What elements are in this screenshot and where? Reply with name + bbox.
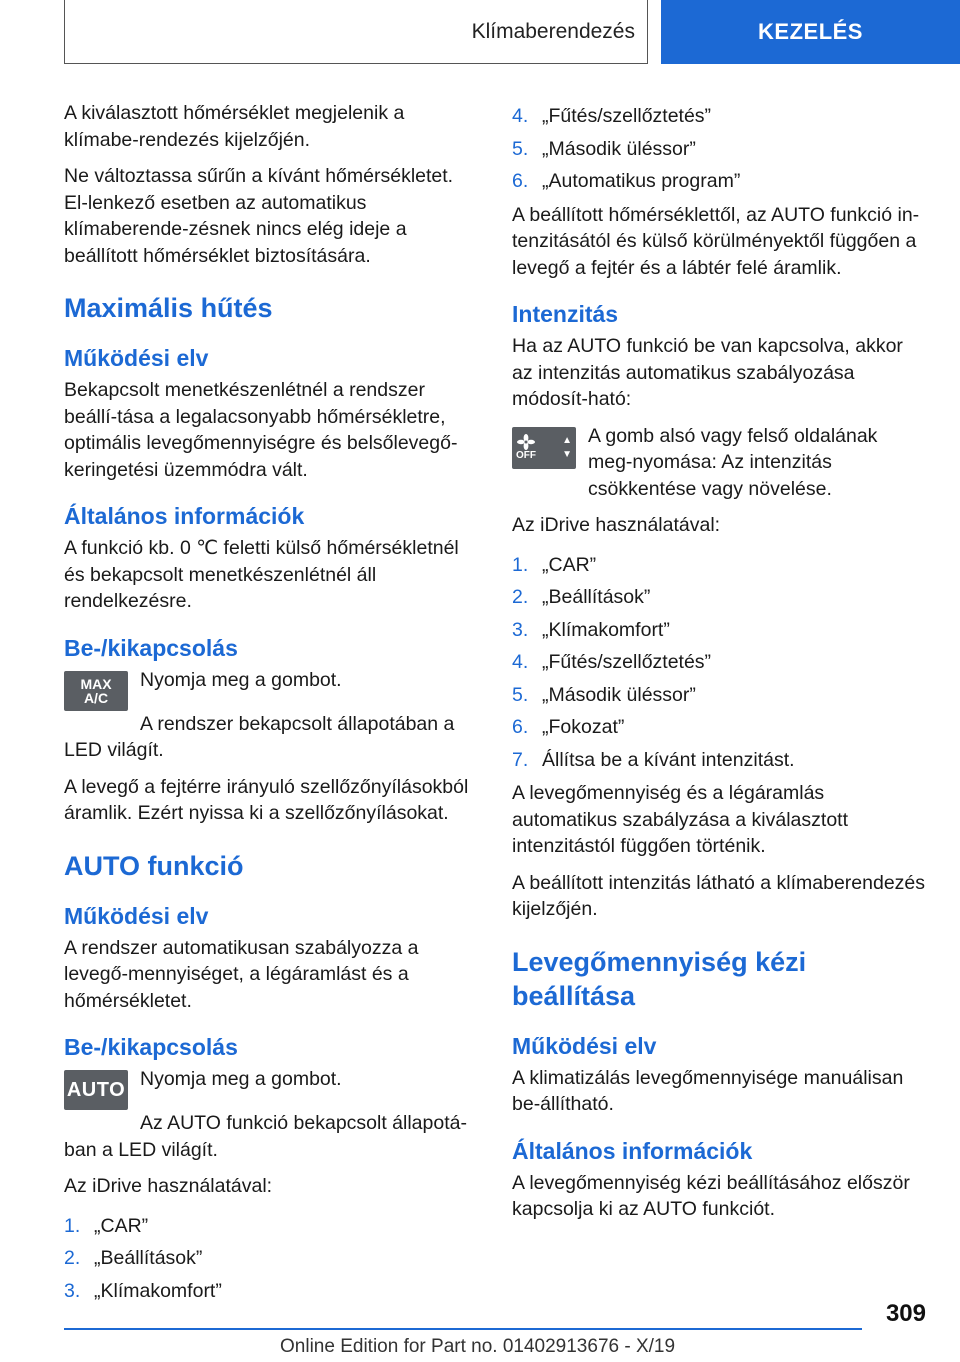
list-item — [512, 614, 926, 647]
list-number: 7. — [512, 748, 529, 771]
max-ac-label-top: MAX — [80, 675, 112, 692]
list-number: 3. — [512, 618, 529, 641]
auto-label: AUTO — [66, 1079, 126, 1101]
paragraph: Nyomja meg a gombot. — [140, 1068, 342, 1090]
paragraph: Bekapcsolt menetkészenlétnél a rendszer beállí-tása a legalacsonyabb hőmérsékletre, optimális levegőmennyiségre és belsőlevegő-keringetési üzemmódra vált. — [64, 379, 458, 481]
footer-edition: Online Edition for Part no. 01402913676 - X/19 — [280, 1336, 676, 1357]
list-number: 4. — [512, 651, 529, 673]
paragraph: Ha az AUTO funkció be van kapcsolva, akkor az intenzitás automatikus szabályozása módosít-ható: — [512, 335, 903, 410]
max-ac-text — [140, 667, 478, 711]
ordered-list — [64, 1210, 478, 1308]
paragraph: A rendszer automatikusan szabályozza a levegő-mennyiséget, a légáramlást és a hőmérsékletet. — [64, 936, 419, 1012]
header-chapter-tab[interactable] — [661, 0, 960, 64]
paragraph: A klimatizálás levegőmennyisége manuálisan be-állítható. — [512, 1066, 904, 1115]
list-text: „Klímakomfort” — [94, 1279, 222, 1302]
page-number: 309 — [885, 1300, 926, 1327]
list-text: „CAR” — [94, 1214, 149, 1237]
left-column — [64, 100, 478, 1311]
auto-button-icon — [64, 1070, 128, 1110]
list-item — [512, 549, 926, 582]
fan-block — [512, 423, 926, 503]
heading-general-info: Általános információk — [512, 1137, 753, 1164]
paragraph: A kiválasztott hőmérséklet megjelenik a klímabe-rendezés kijelzőjén. — [64, 102, 405, 151]
list-number: 3. — [64, 1279, 81, 1302]
heading-general-info: Általános információk — [64, 503, 305, 529]
heading-manual-airflow: Levegőmennyiség kézi beállítása — [512, 946, 807, 1011]
list-item — [64, 1242, 478, 1275]
list-text: „Fokozat” — [542, 716, 625, 738]
paragraph: A funkció kb. 0 ℃ feletti külső hőmérsékletnél és bekapcsolt menetkészenlétnél áll rendelkezésre. — [64, 537, 459, 612]
list-number: 6. — [512, 170, 529, 192]
list-item — [512, 711, 926, 744]
paragraph: A levegő a fejtérre irányuló szellőzőnyílásokból áramlik. Ezért nyissa ki a szellőzőnyílásokat. — [64, 775, 469, 824]
list-text: „Automatikus program” — [542, 170, 741, 192]
list-number: 2. — [512, 586, 529, 608]
list-item — [512, 679, 926, 712]
ordered-list — [512, 549, 926, 777]
paragraph: Nyomja meg a gombot. — [140, 668, 342, 691]
list-text: „Második üléssor” — [542, 683, 696, 706]
list-item — [512, 744, 926, 777]
fan-left — [516, 434, 536, 461]
list-text: „Második üléssor” — [542, 137, 696, 160]
fan-off-label: OFF — [516, 450, 536, 461]
list-number: 5. — [512, 683, 529, 706]
max-ac-block — [64, 667, 478, 711]
list-text: „Klímakomfort” — [542, 618, 670, 641]
list-number: 1. — [512, 553, 529, 576]
list-item — [512, 133, 926, 166]
footer-divider — [64, 1328, 862, 1330]
list-item — [512, 646, 926, 679]
list-item — [64, 1275, 478, 1308]
heading-auto-function: AUTO funkció — [64, 850, 244, 881]
paragraph: Az AUTO funkció bekapcsolt állapotá-ban a LED világít. — [64, 1112, 467, 1161]
auto-text — [140, 1066, 478, 1110]
list-number: 5. — [512, 137, 529, 160]
list-item — [512, 165, 926, 198]
paragraph: Az iDrive használatával: — [512, 514, 721, 536]
header-chapter-text: KEZELÉS — [758, 19, 863, 44]
list-text: „Beállítások” — [94, 1247, 203, 1269]
heading-principle: Működési elv — [64, 345, 209, 371]
right-column — [512, 100, 926, 1233]
ordered-list — [512, 100, 926, 198]
paragraph: A levegőmennyiség kézi beállításához először kapcsolja ki az AUTO funkciót. — [512, 1171, 910, 1220]
heading-intensity: Intenzitás — [512, 301, 619, 327]
list-item — [512, 100, 926, 133]
arrow-down-icon: ▼ — [562, 448, 572, 460]
fan-button-icon — [512, 427, 576, 469]
list-number: 4. — [512, 105, 529, 127]
list-number: 6. — [512, 716, 529, 738]
list-item — [64, 1210, 478, 1243]
auto-block — [64, 1066, 478, 1110]
paragraph: Ne változtassa sűrűn a kívánt hőmérsékletet. El-lenkező esetben az automatikus klímaberende-zésnek nincs elég ideje a beállított hőmérséklet biztosítására. — [64, 165, 454, 267]
fan-icon — [517, 434, 535, 450]
list-number: 1. — [64, 1214, 81, 1237]
header-section-text: Klímaberendezés — [471, 19, 635, 43]
list-text: „Beállítások” — [542, 586, 651, 608]
list-text: „Fűtés/szellőztetés” — [542, 105, 712, 127]
heading-on-off: Be-/kikapcsolás — [64, 634, 238, 661]
heading-principle: Működési elv — [64, 902, 209, 929]
max-ac-label-bottom: A/C — [83, 689, 109, 706]
paragraph: A beállított hőmérséklettől, az AUTO funkció in-tenzitásától és külső körülményektől függően a levegő a fejtér és a lábtér felé áramlik. — [512, 203, 920, 279]
arrow-up-icon: ▲ — [562, 434, 572, 446]
list-text: „CAR” — [542, 553, 597, 576]
fan-text — [588, 423, 926, 503]
list-item — [512, 581, 926, 614]
paragraph: A gomb alsó vagy felső oldalának meg-nyomása: Az intenzitás csökkentése vagy növelése. — [588, 424, 878, 500]
heading-on-off: Be-/kikapcsolás — [64, 1034, 238, 1060]
max-ac-button-icon — [64, 671, 128, 711]
heading-principle: Működési elv — [512, 1032, 657, 1059]
paragraph: A levegőmennyiség és a légáramlás automatikus szabályzása a kiválasztott intenzitástól függően történik. — [512, 782, 848, 857]
fan-arrows — [562, 434, 572, 462]
list-number: 2. — [64, 1247, 81, 1269]
heading-max-cooling: Maximális hűtés — [64, 293, 273, 323]
paragraph: A rendszer bekapcsolt állapotában a LED világít. — [64, 712, 455, 761]
header-section-title — [64, 0, 648, 64]
paragraph: A beállított intenzitás látható a klímaberendezés kijelzőjén. — [512, 871, 926, 920]
paragraph: Az iDrive használatával: — [64, 1175, 273, 1197]
list-text: „Fűtés/szellőztetés” — [542, 651, 712, 673]
list-text: Állítsa be a kívánt intenzitást. — [542, 748, 795, 771]
